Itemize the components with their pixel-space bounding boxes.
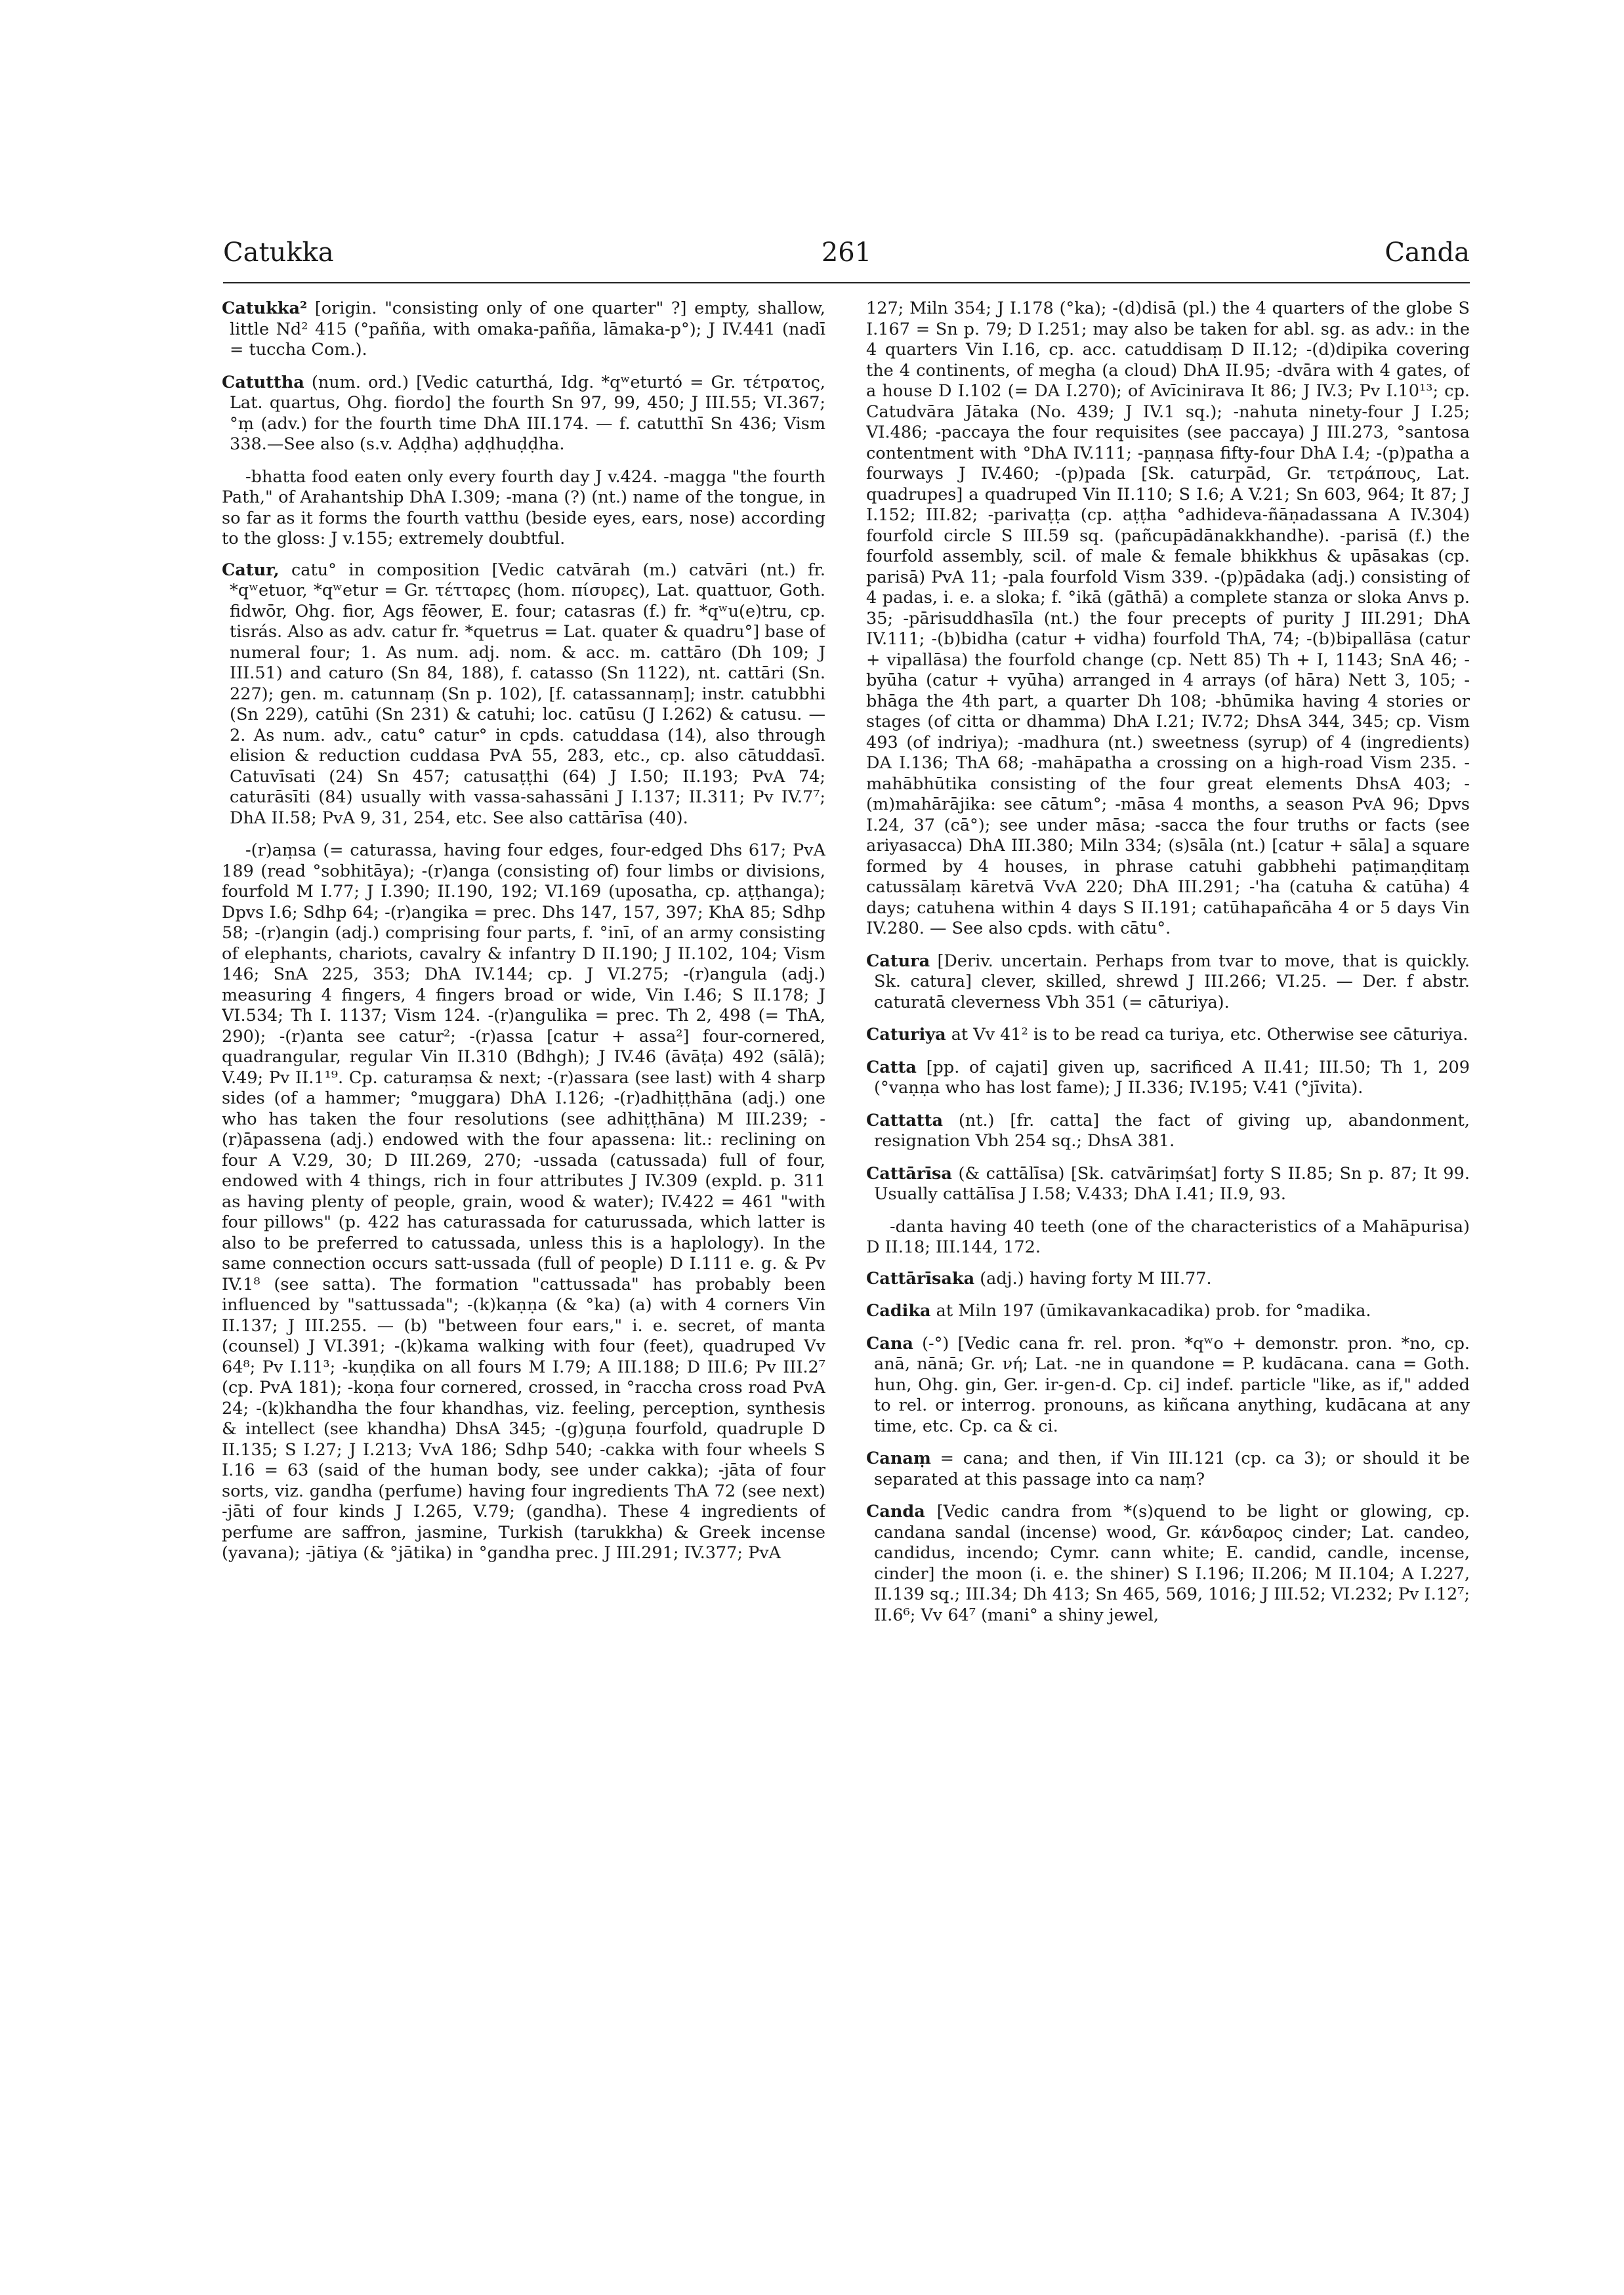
header-rule [223, 282, 1470, 283]
entry-text: (num. ord.) [Vedic caturthá, Idg. *qʷeturtó = Gr. τέτρατος, Lat. quartus, Ohg. fiordo] the fourth Sn 97, 99, 450; J III.55; VI.367; °ṃ (adv.) for the fourth time DhA III.174. — f. catutthī Sn 436; Vism 338.—See also (s.v. Aḍḍha) aḍḍhuḍḍha. [230, 372, 825, 454]
compound-paragraph [222, 840, 825, 1564]
entry [866, 1301, 1470, 1322]
headword: Catur, [222, 560, 280, 580]
entry [222, 560, 825, 829]
headword: Caturiya [866, 1025, 946, 1044]
entry-text: (adj.) having forty M III.77. [974, 1268, 1212, 1289]
headword: Catta [866, 1057, 917, 1077]
entry [866, 951, 1470, 1014]
headword: Cattatta [866, 1110, 943, 1130]
running-header [223, 238, 1470, 277]
entry-text: at Vv 41² is to be read ca turiya, etc. Otherwise see cāturiya. [946, 1025, 1468, 1044]
entry-text: [origin. "consisting only of one quarter" ?] empty, shallow, little Nd² 415 (°pañña, with omaka-pañña, lāmaka-p°); J IV.441 (nadī = tuccha Com.). [230, 299, 825, 360]
headword: Cattārīsaka [866, 1268, 975, 1289]
entry [866, 1269, 1470, 1290]
compound-paragraph [222, 467, 825, 550]
left-column [222, 299, 825, 2260]
right-column [866, 299, 1470, 2260]
headword: Cana [866, 1333, 913, 1354]
entry-text: [Vedic candra from *(s)quend to be light or glowing, cp. candana sandal (incense) wood, Gr. κάνδαρος cinder; Lat. candeo, candidus, incendo; Cymr. cann white; E. candid, candle, incense, cinder] the moon (i. e. the shiner) S I.196; II.206; M II.104; A I.227, II.139 sq.; III.34; Dh 413; Sn 465, 569, 1016; J III.52; VI.232; Pv I.12⁷; II.6⁶; Vv 64⁷ (mani° a shiny jewel, [874, 1502, 1470, 1625]
entry [866, 1111, 1470, 1152]
entry-text: 127; Miln 354; J I.178 (°ka); -(d)disā (pl.) the 4 quarters of the globe S I.167 = Sn p. 79; D I.251; may also be taken for abl. sg. as adv.: in the 4 quarters Vin I.16, cp. acc. catuddisaṃ D II.12; -(d)dipika covering the 4 continents, of megha (a cloud) DhA II.95; -dvāra with 4 gates, of a house D I.102 (= DA I.270); of Avīcinirava It 86; J IV.3; Pv I.10¹³; cp. Catudvāra Jātaka (No. 439; J IV.1 sq.); -nahuta ninety-four J I.25; VI.486; -paccaya the four requisites (see paccaya) J III.273, °santosa contentment with °DhA IV.111; -paṇṇasa fifty-four DhA I.4; -(p)patha a fourways J IV.460; -(p)pada [Sk. caturpād, Gr. τετράπους, Lat. quadrupes] a quadruped Vin II.110; S I.6; A V.21; Sn 603, 964; It 87; J I.152; III.82; -parivaṭṭa (cp. aṭṭha °adhideva-ñāṇadassana A IV.304) fourfold circle S III.59 sq. (pañcupādānakkhandhe). -parisā (f.) the fourfold assembly, scil. of male & female bhikkhus & upāsakas (cp. parisā) PvA 11; -pala fourfold Vism 339. -(p)pādaka (adj.) consisting of 4 padas, i. e. a sloka; f. °ikā (gāthā) a complete stanza or sloka Anvs p. 35; -pārisuddhasīla (nt.) the four precepts of purity J III.291; DhA IV.111; -(b)bidha (catur + vidha) fourfold ThA, 74; -(b)bipallāsa (catur + vipallāsa) the fourfold change (cp. Nett 85) Th + I, 1143; SnA 46; -byūha (catur + vyūha) arranged in 4 arrays (of hāra) Nett 3, 105; -bhāga the 4th part, a quarter Dh 108; -bhūmika having 4 stories or stages (of citta or dhamma) DhA I.21; IV.72; DhsA 344, 345; cp. Vism 493 (of indriya); -madhura (nt.) sweetness (syrup) of 4 (ingredients) DA I.136; ThA 68; -mahāpatha a crossing on a high-road Vism 235. -mahābhūtika consisting of the four great elements DhsA 403; -(m)mahārājika: see cātum°; -māsa 4 months, a season PvA 96; Dpvs I.24, 37 (cā°); see under māsa; -sacca the four truths or facts (see ariyasacca) DhA III.380; Miln 334; (s)sāla (nt.) [catur + sāla] a square formed by 4 houses, in phrase catuhi gabbhehi paṭimaṇḍitaṃ catussālaṃ kāretvā VvA 220; DhA III.291; -'ha (catuha & catūha) 4 days; catuhena within 4 days S II.191; catūhapañcāha 4 or 5 days Vin IV.280. — See also cpds. with cātu°. [866, 299, 1470, 938]
entry [866, 1502, 1470, 1626]
headword: Cadika [866, 1301, 931, 1321]
headword: Catukka² [222, 299, 308, 318]
entry [866, 1025, 1470, 1046]
header-left-word: Catukka [223, 238, 334, 268]
entry-text: [Deriv. uncertain. Perhaps from tvar to move, that is quickly. Sk. catura] clever, skilled, shrewd J III.266; VI.25. — Der. f abstr. caturatā cleverness Vbh 351 (= cāturiya). [874, 951, 1470, 1012]
entry [866, 1449, 1470, 1490]
entry [866, 1058, 1470, 1099]
entry [222, 299, 825, 361]
headword: Catuttha [222, 372, 304, 392]
entry-text: -bhatta food eaten only every fourth day J v.424. -magga "the fourth Path," of Arahantship DhA I.309; -mana (?) (nt.) name of the tongue, in so far as it forms the fourth vatthu (beside eyes, ears, nose) according to the gloss: J v.155; extremely doubtful. [222, 466, 825, 548]
entry-text: -danta having 40 teeth (one of the characteristics of a Mahāpurisa) D II.18; III.144, 172. [866, 1216, 1470, 1257]
entry [866, 1164, 1470, 1205]
entry-text: (-°) [Vedic cana fr. rel. pron. *qʷo + demonstr. pron. *no, cp. anā, nānā; Gr. νή; Lat. -ne in quandone = P. kudācana. cana = Goth. hun, Ohg. gin, Ger. ir-gen-d. Cp. ci] indef. particle "like, as if," added to rel. or interrog. pronouns, as kiñcana anything, kudācana at any time, etc. Cp. ca & ci. [874, 1333, 1470, 1436]
entry-text: -(r)aṃsa (= caturassa, having four edges, four-edged Dhs 617; PvA 189 (read °sobhitāya); -(r)anga (consisting of) four limbs or divisions, fourfold M I.77; J I.390; II.190, 192; VI.169 (uposatha, cp. aṭṭhanga); Dpvs I.6; Sdhp 64; -(r)angika = prec. Dhs 147, 157, 397; KhA 85; Sdhp 58; -(r)angin (adj.) comprising four parts, f. °inī, of an army consisting of elephants, chariots, cavalry & infantry D II.190; J II.102, 104; Vism 146; SnA 225, 353; DhA IV.144; cp. J VI.275; -(r)angula (adj.) measuring 4 fingers, 4 fingers broad or wide, Vin I.46; S II.178; J VI.534; Th I. 1137; Vism 124. -(r)angulika = prec. Th 2, 498 (= ThA, 290); -(r)anta see catur²; -(r)assa [catur + assa²] four-cornered, quadrangular, regular Vin II.310 (Bdhgh); J IV.46 (āvāṭa) 492 (sālā); V.49; Pv II.1¹⁹. Cp. caturaṃsa & next; -(r)assara (see last) with 4 sharp sides (of a hammer; °muggara) DhA I.126; -(r)adhiṭṭhāna (adj.) one who has taken the four resolutions (see adhiṭṭhāna) M III.239; -(r)āpassena (adj.) endowed with the four apassena: lit.: reclining on four A V.29, 30; D III.269, 270; -ussada (catussada) full of four, endowed with 4 things, rich in four attributes J IV.309 (expld. p. 311 as having plenty of people, grain, wood & water); IV.422 = 461 "with four pillows" (p. 422 has caturassada for caturussada, which latter is also to be preferred to catussada, unless this is a haplology). In the same connection occurs satt-ussada (full of people) D I.111 e. g. & Pv IV.1⁸ (see satta). The formation "cattussada" has probably been influenced by "sattussada"; -(k)kaṇṇa (& °ka) (a) with 4 corners Vin II.137; J III.255. — (b) "between four ears," i. e. secret, of manta (counsel) J VI.391; -(k)kama walking with four (feet), quadruped Vv 64⁸; Pv I.11³; -kuṇḍika on all fours M I.79; A III.188; D III.6; Pv III.2⁷ (cp. PvA 181); -koṇa four cornered, crossed, in °raccha cross road PvA 24; -(k)khandha the four khandhas, viz. feeling, perception, synthesis & intellect (see khandha) DhsA 345; -(g)guṇa fourfold, quadruple D II.135; S I.27; J I.213; VvA 186; Sdhp 540; -cakka with four wheels S I.16 = 63 (said of the human body, see under cakka); -jāta of four sorts, viz. gandha (perfume) having four ingredients ThA 72 (see next) -jāti of four kinds J I.265, V.79; (gandha). These 4 ingredients of perfume are saffron, jasmine, Turkish (tarukkha) & Greek incense (yavana); -jātiya (& °jātika) in °gandha prec. J III.291; IV.377; PvA [222, 840, 825, 1563]
headword: Canda [866, 1502, 925, 1521]
entry-text: (nt.) [fr. catta] the fact of giving up, abandonment, resignation Vbh 254 sq.; DhsA 381. [874, 1110, 1470, 1151]
header-right-word: Canda [1385, 238, 1470, 268]
entry-text: = cana; and then, if Vin III.121 (cp. ca 3); or should it be separated at this passage into ca naṃ? [874, 1449, 1470, 1489]
headword: Cattārīsa [866, 1163, 952, 1184]
compound-paragraph [866, 1217, 1470, 1258]
entry [866, 1334, 1470, 1437]
entry-text: [pp. of cajati] given up, sacrificed A II.41; III.50; Th 1, 209 (°vaṇṇa who has lost fame); J II.336; IV.195; V.41 (°jīvita). [874, 1057, 1470, 1098]
headword: Canaṃ [866, 1449, 931, 1468]
entry-continuation [866, 299, 1470, 940]
entry-text: (& cattālīsa) [Sk. catvāriṃśat] forty S II.85; Sn p. 87; It 99. Usually cattālīsa J I.58; V.433; DhA I.41; II.9, 93. [874, 1163, 1470, 1204]
entry [222, 373, 825, 455]
headword: Catura [866, 951, 930, 971]
entry-text: at Miln 197 (ūmikavankacadika) prob. for °madika. [930, 1301, 1371, 1321]
entry-text: catu° in composition [Vedic catvārah (m.) catvāri (nt.) fr. *qʷetuor, *qʷetur = Gr. τέτταρες (hom. πίσυρες), Lat. quattuor, Goth. fidwōr, Ohg. fior, Ags fēower, E. four; catasras (f.) fr. *qʷu(e)tru, cp. tisrás. Also as adv. catur fr. *quetrus = Lat. quater & quadru°] base of numeral four; 1. As num. adj. nom. & acc. m. cattāro (Dh 109; J III.51) and caturo (Sn 84, 188), f. catasso (Sn 1122), nt. cattāri (Sn. 227); gen. m. catunnaṃ (Sn p. 102), [f. catassannaṃ]; instr. catubbhi (Sn 229), catūhi (Sn 231) & catuhi; loc. catūsu (J I.262) & catusu. — 2. As num. adv., catu° catur° in cpds. catuddasa (14), also through elision & reduction cuddasa PvA 55, 283, etc., cp. also cātuddasī. Catuvīsati (24) Sn 457; catusaṭṭhi (64) J I.50; II.193; PvA 74; caturāsīti (84) usually with vassa-sahassāni J I.137; II.311; Pv IV.7⁷; DhA II.58; PvA 9, 31, 254, etc. See also cattārīsa (40). [230, 560, 825, 828]
page-number: 261 [821, 238, 872, 268]
